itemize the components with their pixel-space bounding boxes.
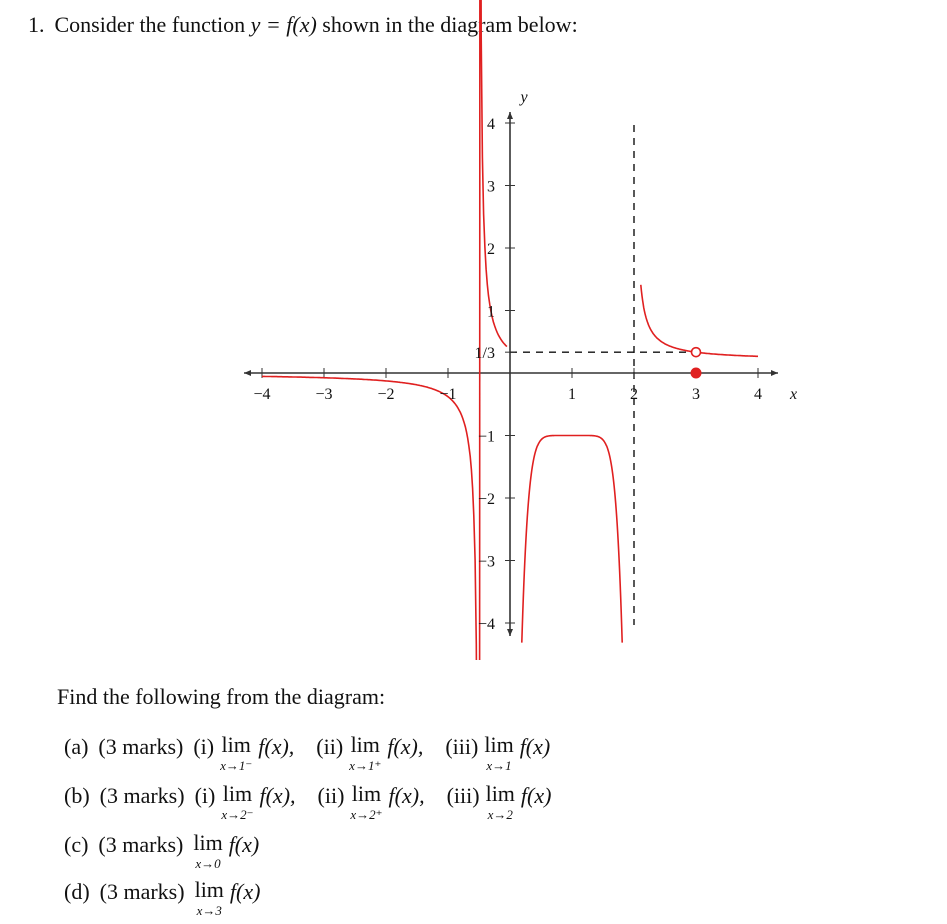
question-label: (c): [64, 832, 89, 857]
limit-approach: x→0: [195, 856, 221, 871]
function-expression: f(x): [520, 783, 552, 808]
limit-expression: [195, 783, 296, 821]
y-tick-label: −3: [477, 553, 495, 571]
statement-math: y = f(x): [250, 12, 317, 37]
question-3: [64, 832, 281, 870]
limit-approach: x→1⁻: [220, 758, 253, 773]
y-tick-label: 1/3: [474, 345, 495, 363]
lim-text: lim: [194, 877, 224, 902]
y-axis-arrow-down: [507, 629, 513, 636]
function-expression: f(x),: [259, 783, 296, 808]
limit-approach: x→2: [487, 807, 513, 822]
open-point: [692, 348, 701, 357]
y-tick-label: 4: [487, 116, 495, 133]
x-axis-arrow-left: [244, 370, 251, 376]
lim-text: lim: [222, 781, 253, 806]
lim-text: lim: [350, 732, 380, 757]
question-label: (b): [64, 783, 90, 808]
limit-expression: [447, 783, 552, 821]
limit-operator: [349, 734, 381, 772]
limit-operator: [220, 734, 252, 772]
function-expression: f(x): [228, 832, 260, 857]
limit-expression: [195, 879, 261, 917]
x-tick-label: 4: [754, 386, 762, 403]
x-tick-label: −2: [377, 386, 395, 403]
limit-operator: [484, 734, 513, 772]
sub-part-label: (i): [194, 783, 216, 808]
closed-point: [691, 368, 701, 378]
sub-part-label: (ii): [317, 783, 345, 808]
sub-part-label: (i): [193, 734, 215, 759]
limit-approach: x→3: [196, 903, 222, 918]
y-tick-label: 3: [487, 178, 495, 196]
x-tick-label: 2: [630, 386, 638, 403]
curve-right-branch: [641, 285, 758, 357]
statement-post: shown in the diagram below:: [316, 12, 578, 37]
problem-number: 1.: [28, 12, 45, 37]
function-expression: f(x),: [258, 734, 295, 759]
limit-expression: [316, 734, 423, 772]
x-tick-label: 1: [568, 386, 576, 403]
y-axis-label: y: [520, 89, 528, 106]
lim-text: lim: [485, 781, 515, 806]
x-tick-label: 3: [692, 386, 700, 403]
y-axis-arrow-up: [507, 112, 513, 119]
limit-approach: x→1: [486, 758, 512, 773]
question-label: (d): [64, 879, 90, 904]
y-tick-label: 2: [487, 241, 495, 258]
y-tick-label: 1: [487, 303, 495, 321]
limit-expression: [193, 734, 294, 772]
limit-operator: [193, 832, 222, 870]
x-tick-label: −1: [439, 386, 457, 403]
y-tick-label: −4: [477, 616, 495, 633]
lim-text: lim: [221, 732, 251, 757]
question-label: (a): [64, 734, 89, 759]
function-expression: f(x),: [387, 734, 424, 759]
question-marks: (3 marks): [98, 734, 184, 759]
limit-operator: [486, 783, 515, 821]
limit-approach: x→2⁺: [350, 807, 383, 822]
question-2: [64, 783, 573, 821]
sub-part-label: (iii): [445, 734, 479, 759]
sub-part-label: (ii): [316, 734, 344, 759]
function-expression: f(x),: [388, 783, 425, 808]
x-axis-label: x: [790, 386, 798, 403]
question-1: [64, 734, 572, 772]
limit-expression: [445, 734, 550, 772]
x-tick-label: −4: [253, 386, 271, 403]
question-marks: (3 marks): [98, 832, 184, 857]
lim-text: lim: [484, 732, 514, 757]
curve-left-branch: [262, 0, 507, 660]
instructions: Find the following from the diagram:: [57, 684, 386, 709]
question-marks: (3 marks): [99, 879, 185, 904]
limit-expression: [318, 783, 425, 821]
limit-approach: x→2⁻: [221, 807, 254, 822]
limit-operator: [221, 783, 253, 821]
limit-approach: x→1⁺: [349, 758, 382, 773]
limit-operator: [195, 879, 224, 917]
curve-middle-arch: [522, 436, 622, 643]
y-tick-label: −1: [477, 428, 495, 446]
limit-expression: [193, 832, 259, 870]
question-marks: (3 marks): [99, 783, 185, 808]
question-4: [64, 879, 282, 917]
lim-text: lim: [351, 781, 382, 806]
function-expression: f(x): [519, 734, 551, 759]
x-axis-arrow-right: [771, 370, 778, 376]
x-tick-label: −3: [315, 386, 333, 403]
sub-part-label: (iii): [446, 783, 480, 808]
y-tick-label: −2: [477, 491, 495, 508]
function-expression: f(x): [229, 879, 261, 904]
lim-text: lim: [193, 830, 223, 855]
limit-operator: [350, 783, 382, 821]
statement-pre: Consider the function: [54, 12, 251, 37]
